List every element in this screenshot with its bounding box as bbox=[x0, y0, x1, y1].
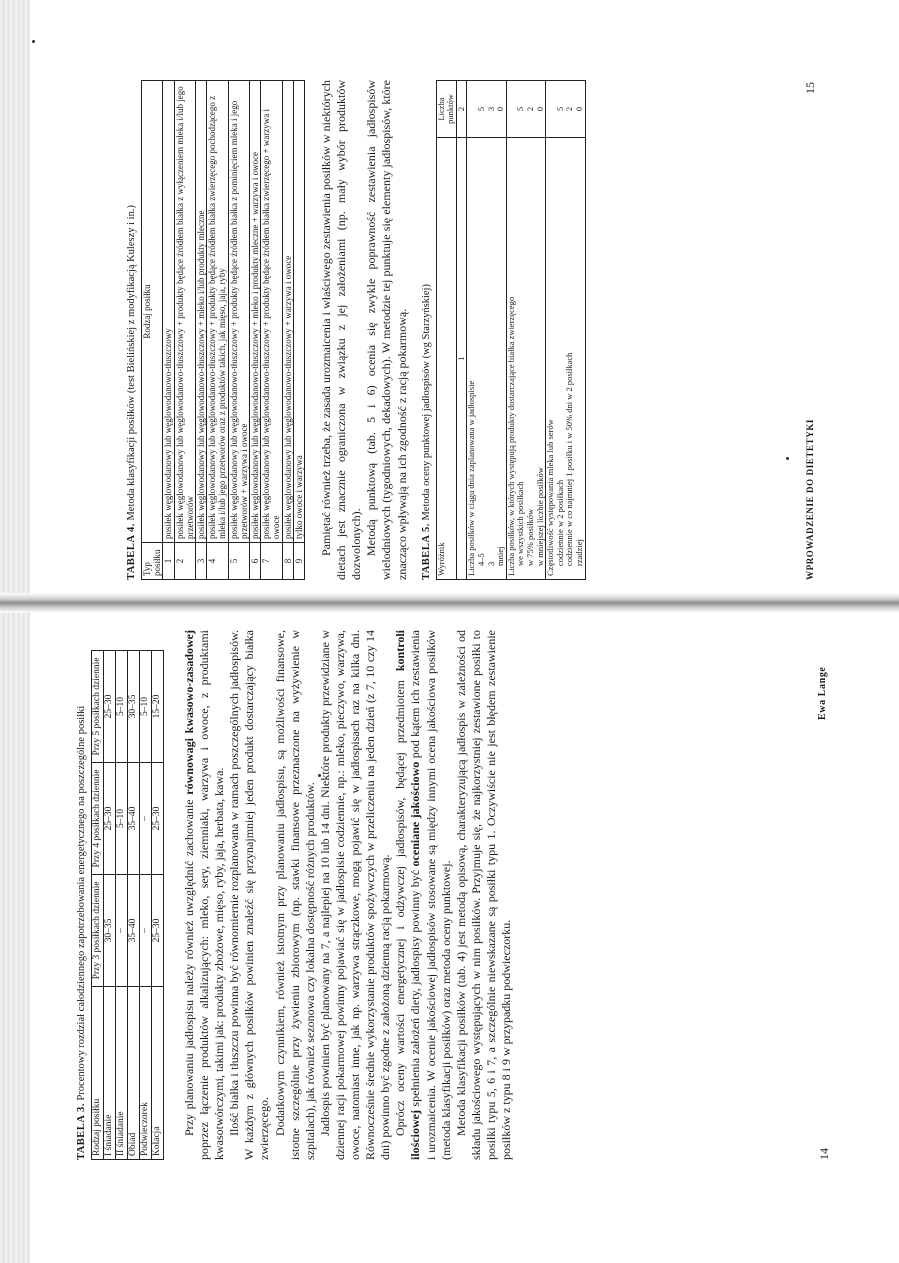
scan-edge bbox=[0, 0, 30, 1263]
table-cell: Podwieczorek bbox=[140, 986, 152, 1159]
points-value: 0 bbox=[495, 106, 506, 112]
table-header-cell: Liczba punktów bbox=[436, 81, 456, 138]
group-item: codziennie w 2 posiłkach bbox=[554, 479, 565, 566]
group-item: mniej bbox=[495, 546, 506, 566]
table-row bbox=[140, 651, 152, 1160]
table-cell bbox=[467, 81, 506, 138]
table-cell: 5–10 bbox=[116, 763, 128, 875]
table-header-cell: Typ posiłku bbox=[142, 543, 163, 580]
table-cell: 2 bbox=[456, 81, 467, 138]
table5 bbox=[436, 80, 586, 580]
text-span: Oprócz oceny wartości energetycznej i odżywczej jadłospisów, będącej przedmiotem bbox=[393, 671, 408, 1136]
table-cell: 25–30 bbox=[152, 874, 164, 986]
table-cell: posiłek węglowodanowy lub węglowodanowo-tłuszczowy + warzywa i owoce bbox=[282, 81, 293, 543]
running-head-title: WPROWADZENIE DO DIETETYKI bbox=[805, 418, 815, 580]
table-cell: 1 bbox=[163, 543, 174, 580]
table-cell: 25–30 bbox=[152, 763, 164, 875]
page-15 bbox=[125, 75, 835, 580]
text-span: spełnienia założeń diety, jadłospisy powinny być bbox=[408, 866, 423, 1110]
table-cell: II śniadanie bbox=[116, 986, 128, 1159]
table-cell: – bbox=[116, 874, 128, 986]
bold-term: kontroli ilościowej bbox=[393, 630, 423, 1160]
text-span: Przy planowaniu jadłospisu należy również uwzględnić zachowanie bbox=[182, 794, 196, 1136]
paragraph: Dodatkowym czynnikiem, również istotnym przy planowaniu jadłospisu, są możliwości finansowe, istotne szczególnie przy żywieniu zbiorowym (np. stawki finansowe przeznaczone na wyżywienie w szpitalach), jak również sezonowa czy lokalna dostępność różnych produktów. bbox=[272, 630, 317, 1160]
group-label: Częstotliwość występowania mleka lub serów bbox=[545, 419, 556, 576]
book-spine-shadow bbox=[0, 593, 899, 613]
left-body-text bbox=[182, 630, 514, 1160]
table-cell: 30–35 bbox=[128, 651, 140, 763]
table4-title: Metoda klasyfikacji posiłków (test Bielińskiej z modyfikacją Kuleszy i in.) bbox=[126, 205, 137, 521]
points-value: 5 bbox=[554, 106, 565, 112]
table-row bbox=[116, 651, 128, 1160]
table-cell: 8 bbox=[282, 543, 293, 580]
scan-speck bbox=[32, 40, 35, 43]
table-cell: 4 bbox=[207, 543, 228, 580]
table-cell bbox=[467, 138, 506, 580]
table-cell: 35–40 bbox=[128, 874, 140, 986]
paragraph bbox=[182, 630, 227, 1160]
points-value: 0 bbox=[534, 106, 545, 112]
table-cell bbox=[546, 138, 585, 580]
table-row bbox=[250, 81, 261, 580]
table-cell: 7 bbox=[261, 543, 282, 580]
text-span: pod kątem ich zestawienia i urozmaicenia. W ocenie jakościowej jadłospisów stosowane są między innymi ocena jakościowa posiłków (metoda klasyfikacji posiłków) oraz metoda oceny punktowej. bbox=[408, 629, 453, 1160]
table-cell: – bbox=[140, 763, 152, 875]
table5-label: TABELA 5. bbox=[420, 523, 432, 580]
group-item: 4–5 bbox=[475, 553, 486, 566]
table-cell: 25–30 bbox=[104, 651, 116, 763]
group-item: w 75% posiłków bbox=[524, 508, 535, 566]
table-cell: 5–10 bbox=[116, 651, 128, 763]
table-header-row bbox=[436, 81, 456, 580]
table-header-cell: Przy 4 posiłkach dziennie bbox=[92, 763, 104, 875]
table-header-cell: Przy 5 posiłkach dziennie bbox=[92, 651, 104, 763]
group-item: we wszystkich posiłkach bbox=[515, 481, 526, 566]
group-item: codziennie w co najmniej 1 posiłku i w 50% dni w 2 posiłkach bbox=[564, 352, 575, 566]
page-number: 15 bbox=[803, 82, 817, 94]
paragraph: Metodą punktową (tab. 5 i 6) ocenia się zwykle poprawność zestawienia jadłospisów wielodniowych (tygodniowych, dekadowych). W metodzie tej punktuje się elementy jadłospisów, które znacząco wpływają na ich zgodność z racją pokarmową. bbox=[364, 80, 409, 580]
table-row bbox=[228, 81, 249, 580]
group-item: 3 bbox=[485, 561, 496, 566]
table-row bbox=[152, 651, 164, 1160]
table4-label: TABELA 4. bbox=[126, 523, 137, 580]
points-value: 2 bbox=[564, 106, 575, 112]
paragraph: Pamiętać również trzeba, że zasada urozmaicenia i właściwego zestawienia posiłków w niektórych dietach jest znacznie ograniczona w związku z jej założeniami (np. mały wybór produktów dozwolonych). bbox=[319, 80, 364, 580]
table-cell bbox=[546, 81, 585, 138]
table-header-cell: Rodzaj posiłku bbox=[142, 81, 163, 543]
bold-term: oceniane jakościowo bbox=[408, 761, 423, 867]
table3-title: Procentowy rozdział całodziennego zapotrzebowania energetycznego na poszczególne posiłki bbox=[76, 705, 87, 1101]
table-header-cell: Wyróżnik bbox=[436, 138, 456, 580]
table-header-cell: Rodzaj posiłku bbox=[92, 986, 104, 1159]
table-row bbox=[282, 81, 293, 580]
table-cell: 35–40 bbox=[128, 763, 140, 875]
table-cell: posiłek węglowodanowy lub węglowodanowo-tłuszczowy + produkty będące źródłem białka zwierzęcego + warzywa i owoce bbox=[261, 81, 282, 543]
table5-title: Metoda oceny punktowej jadłospisów (wg Starzyńskiej) bbox=[420, 284, 432, 521]
right-body-text bbox=[319, 80, 410, 580]
table-cell: posiłek węglowodanowy lub węglowodanowo-tłuszczowy + mleko i produkty mleczne + warzywa i owoce bbox=[250, 81, 261, 543]
table-cell: 30–35 bbox=[104, 874, 116, 986]
table-cell: posiłek węglowodanowy lub węglowodanowo-tłuszczowy bbox=[163, 81, 174, 543]
table4-caption bbox=[125, 75, 138, 580]
page-14 bbox=[75, 630, 845, 1160]
table-cell: posiłek węglowodanowy lub węglowodanowo-tłuszczowy + produkty będące źródłem białka zwierzęcego pochodzącego z mleka i/lub jego przetworów oraz z produktów takich, jak mięso, jaja, ryby bbox=[207, 81, 228, 543]
table-cell: Kolacja bbox=[152, 986, 164, 1159]
page-number: 14 bbox=[817, 1148, 831, 1160]
paragraph: Ilość białka i tłuszczu powinna być równomiernie rozplanowana w ramach poszczególnych jadłospisów. W każdym z głównych posiłków powinien znaleźć się przynajmniej jeden produkt dostarczający białka zwierzęcego. bbox=[227, 630, 272, 1160]
group-label: Liczba posiłków, w których występują produkty dostarczające białka zwierzęcego bbox=[505, 296, 516, 576]
table-row bbox=[506, 81, 545, 580]
table3-label: TABELA 3. bbox=[76, 1103, 87, 1160]
table-row bbox=[546, 81, 585, 580]
table-cell: 15–20 bbox=[152, 651, 164, 763]
table-row bbox=[467, 81, 506, 580]
table-cell: – bbox=[140, 874, 152, 986]
table-cell bbox=[506, 81, 545, 138]
paragraph bbox=[393, 630, 453, 1160]
table-cell: posiłek węglowodanowy lub węglowodanowo-tłuszczowy + mleko i/lub produkty mleczne bbox=[196, 81, 207, 543]
table-row bbox=[128, 651, 140, 1160]
table-cell: posiłek węglowodanowy lub węglowodanowo-tłuszczowy + produkty będące źródłem białka z wyłączeniem mleka i/lub jego przetworów bbox=[174, 81, 195, 543]
table-cell: posiłek węglowodanowy lub węglowodanowo-tłuszczowy + produkty będące źródłem białka z pominięciem mleka i jego przetworów + warzywa i owoce bbox=[228, 81, 249, 543]
bold-term: równowagi kwasowo-zasadowej bbox=[182, 630, 196, 795]
table-cell: 6 bbox=[250, 543, 261, 580]
table-row bbox=[196, 81, 207, 580]
table3 bbox=[91, 650, 164, 1160]
points-value: 3 bbox=[485, 106, 496, 112]
table-header-cell: Przy 3 posiłkach dziennie bbox=[92, 874, 104, 986]
group-item: rzadziej bbox=[573, 539, 584, 566]
table-row bbox=[174, 81, 195, 580]
table-cell: 5 bbox=[228, 543, 249, 580]
table-colnum-row bbox=[456, 81, 467, 580]
table-cell: tylko owoce i warzywa bbox=[293, 81, 304, 543]
table-cell bbox=[506, 138, 545, 580]
points-value: 2 bbox=[524, 106, 535, 112]
points-value: 0 bbox=[573, 106, 584, 112]
table-cell: 9 bbox=[293, 543, 304, 580]
table-row bbox=[261, 81, 282, 580]
points-value: 5 bbox=[475, 106, 486, 112]
group-item: w mniejszej liczbie posiłków bbox=[534, 467, 545, 566]
table5-caption bbox=[420, 75, 433, 580]
table-cell: I śniadanie bbox=[104, 986, 116, 1159]
paragraph: Metoda klasyfikacji posiłków (tab. 4) jest metodą opisową, charakteryzującą jadłospis w zależności od składu jakościowego występujących w nim posiłków. Przyjmuje się, że najkorzystniej zestawione posiłki to posiłki typu 5, 6 i 7, a szczególnie niewskazane są posiłki typu 1. Oczywiście nie jest błędem zestawienie posiłków z typu 8 i 9 w przypadku podwieczorku. bbox=[453, 630, 513, 1160]
table-header-row bbox=[92, 651, 104, 1160]
running-head-author: Ewa Lange bbox=[817, 666, 828, 720]
table-row bbox=[207, 81, 228, 580]
table-row bbox=[104, 651, 116, 1160]
table3-caption bbox=[75, 630, 88, 1160]
table-cell: 1 bbox=[456, 138, 467, 580]
table4 bbox=[141, 80, 305, 580]
table-cell: 25–30 bbox=[104, 763, 116, 875]
table-row bbox=[293, 81, 304, 580]
table-cell: 5–10 bbox=[140, 651, 152, 763]
table-header-row bbox=[142, 81, 163, 580]
table-cell: 2 bbox=[174, 543, 195, 580]
table-cell: Obiad bbox=[128, 986, 140, 1159]
paragraph: Jadłospis powinien być planowany na 7, a najlepiej na 10 lub 14 dni. Niektóre produkty przewidziane w dziennej racji pokarmowej powinny pojawiać się w jadłospisie codziennie, np.: mleko, pieczywo, warzywa, owoce, natomiast inne, jak np. warzywa strączkowe, mogą pojawić się w jadłospisach raz na kilka dni. Równocześnie średnie wykorzystanie produktów spożywczych w przeliczeniu na jeden dzień (z 7, 10 czy 14 dni) powinno być zgodne z założoną dzienną racją pokarmową. bbox=[317, 630, 393, 1160]
group-label: Liczba posiłków w ciągu dnia zaplanowana w jadłospisie bbox=[466, 380, 477, 576]
text-span: poprzez łączenie produktów alkalizujących: mleko, sery, ziemniaki, warzywa i owoce, z produktami kwasotwórczymi, takimi jak: produkty zbożowe, mięso, ryby, jaja, herbata, kawa. bbox=[197, 630, 227, 1160]
table-row bbox=[163, 81, 174, 580]
points-value: 5 bbox=[515, 106, 526, 112]
table-cell: 3 bbox=[196, 543, 207, 580]
